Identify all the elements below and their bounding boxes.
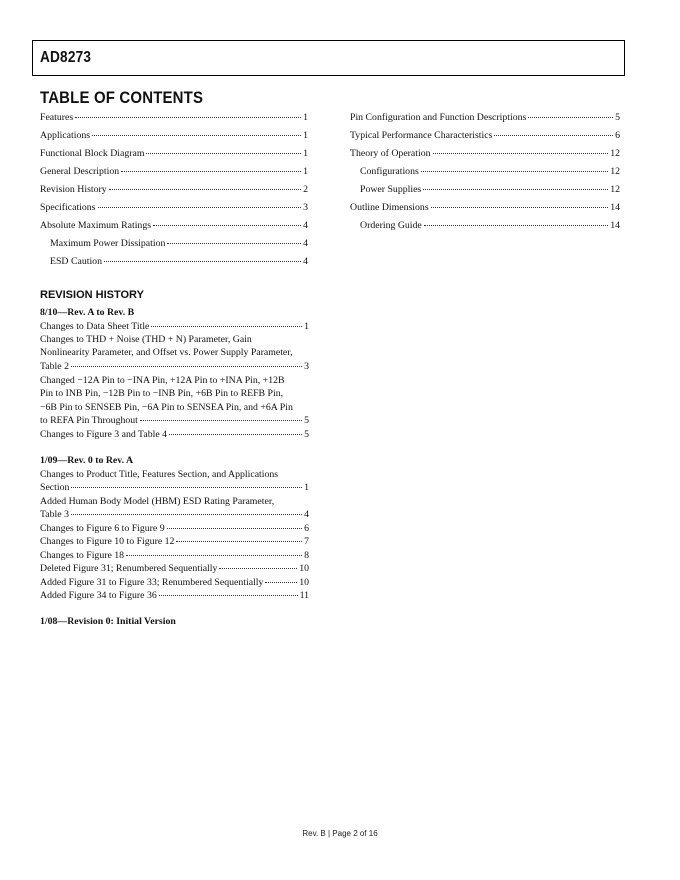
entry-page: 8 xyxy=(304,550,309,561)
rev-a-entry xyxy=(40,468,309,495)
toc-entry-page: 12 xyxy=(610,184,620,195)
toc-entry-theory-of-operation[interactable] xyxy=(350,147,620,160)
entry-page: 5 xyxy=(304,415,309,427)
toc-entry-page: 1 xyxy=(303,166,308,177)
toc-entry-label: Configurations xyxy=(360,166,419,177)
toc-entry-page: 12 xyxy=(610,166,620,177)
rev-a-entry xyxy=(40,589,309,602)
leader-dots xyxy=(98,207,302,208)
toc-entry-label: Maximum Power Dissipation xyxy=(50,238,166,249)
toc-entry-label: ESD Caution xyxy=(50,256,102,267)
entry-text-line: Pin to INB Pin, −12B Pin to −INB Pin, +6B Pin to REFB Pin, xyxy=(40,388,284,400)
toc-entry-ordering-guide[interactable] xyxy=(360,219,620,232)
leader-dots xyxy=(151,326,302,327)
leader-dots xyxy=(167,243,301,244)
rev-0-heading: 1/08—Revision 0: Initial Version xyxy=(40,616,176,627)
entry-text: Changes to Figure 3 and Table 4 xyxy=(40,429,168,440)
toc-entry-label: Functional Block Diagram xyxy=(40,148,145,159)
toc-entry-configurations[interactable] xyxy=(360,165,620,178)
toc-entry-esd-caution[interactable] xyxy=(50,255,308,268)
leader-dots xyxy=(169,434,302,435)
entry-text: Changes to Data Sheet Title xyxy=(40,321,150,332)
leader-dots xyxy=(153,225,301,226)
entry-text: Changes to Figure 10 to Figure 12 xyxy=(40,536,175,547)
header-box xyxy=(32,40,625,76)
revision-history-title: REVISION HISTORY xyxy=(40,289,144,301)
rev-b-entry xyxy=(40,333,309,373)
entry-text: Table 3 xyxy=(40,509,69,521)
toc-entry-label: Typical Performance Characteristics xyxy=(350,130,493,141)
toc-entry-page: 12 xyxy=(610,148,620,159)
toc-entry-page: 2 xyxy=(303,184,308,195)
entry-page: 11 xyxy=(299,590,309,601)
toc-entry-absolute-maximum-ratings[interactable] xyxy=(40,219,308,232)
leader-dots xyxy=(176,541,302,542)
entry-page: 5 xyxy=(304,429,309,440)
rev-b-heading: 8/10—Rev. A to Rev. B xyxy=(40,307,135,318)
page-footer: Rev. B | Page 2 of 16 xyxy=(302,829,378,838)
entry-text-line: Nonlinearity Parameter, and Offset vs. Power Supply Parameter, xyxy=(40,347,293,359)
entry-page: 1 xyxy=(304,482,309,494)
toc-title: TABLE OF CONTENTS xyxy=(40,88,204,107)
leader-dots xyxy=(494,135,613,136)
rev-b-entry xyxy=(40,320,309,333)
entry-text: Added Figure 31 to Figure 33; Renumbered Sequentially xyxy=(40,577,264,588)
rev-a-entry xyxy=(40,549,309,562)
entry-text-line: Changes to Product Title, Features Section, and Applications xyxy=(40,469,279,480)
toc-entry-page: 1 xyxy=(303,112,308,123)
leader-dots xyxy=(146,153,301,154)
leader-dots xyxy=(71,514,302,515)
entry-text-line: Added Human Body Model (HBM) ESD Rating Parameter, xyxy=(40,496,275,507)
rev-a-entry xyxy=(40,562,309,575)
entry-text: Changes to Figure 6 to Figure 9 xyxy=(40,523,165,534)
toc-entry-page: 1 xyxy=(303,148,308,159)
toc-entry-label: Pin Configuration and Function Descriptions xyxy=(350,112,527,123)
toc-entry-page: 3 xyxy=(303,202,308,213)
toc-entry-page: 6 xyxy=(615,130,620,141)
entry-text: Deleted Figure 31; Renumbered Sequentially xyxy=(40,563,218,574)
toc-entry-label: Features xyxy=(40,112,74,123)
toc-entry-page: 4 xyxy=(303,256,308,267)
leader-dots xyxy=(423,189,608,190)
entry-text-line: Changes to THD + Noise (THD + N) Parameter, Gain xyxy=(40,334,252,345)
toc-entry-page: 4 xyxy=(303,220,308,231)
toc-entry-label: Absolute Maximum Ratings xyxy=(40,220,152,231)
entry-page: 10 xyxy=(299,563,309,574)
rev-a-entry xyxy=(40,576,309,589)
leader-dots xyxy=(71,487,302,488)
rev-a-entry xyxy=(40,535,309,548)
entry-text: Section xyxy=(40,482,70,494)
toc-entry-maximum-power-dissipation[interactable] xyxy=(50,237,308,250)
toc-entry-label: General Description xyxy=(40,166,120,177)
rev-a-entry xyxy=(40,495,309,522)
toc-entry-label: Theory of Operation xyxy=(350,148,431,159)
toc-entry-features[interactable] xyxy=(40,111,308,124)
entry-page: 4 xyxy=(304,509,309,521)
leader-dots xyxy=(421,171,608,172)
toc-entry-page: 4 xyxy=(303,238,308,249)
leader-dots xyxy=(528,117,613,118)
entry-page: 10 xyxy=(299,577,309,588)
toc-entry-label: Ordering Guide xyxy=(360,220,422,231)
leader-dots xyxy=(126,555,302,556)
leader-dots xyxy=(167,528,302,529)
toc-entry-label: Applications xyxy=(40,130,91,141)
entry-page: 6 xyxy=(304,523,309,534)
toc-entry-label: Specifications xyxy=(40,202,96,213)
leader-dots xyxy=(121,171,301,172)
entry-text-line: −6B Pin to SENSEB Pin, −6A Pin to SENSEA Pin, and +6A Pin xyxy=(40,401,293,413)
toc-entry-outline-dimensions[interactable] xyxy=(350,201,620,214)
toc-entry-page: 5 xyxy=(615,112,620,123)
rev-a-entry xyxy=(40,522,309,535)
toc-entry-general-description[interactable] xyxy=(40,165,308,178)
entry-page: 7 xyxy=(304,536,309,547)
entry-text: Added Figure 34 to Figure 36 xyxy=(40,590,157,601)
entry-text: Changes to Figure 18 xyxy=(40,550,125,561)
leader-dots xyxy=(92,135,301,136)
leader-dots xyxy=(140,420,302,421)
toc-entry-specifications[interactable] xyxy=(40,201,308,214)
toc-entry-page: 14 xyxy=(610,202,620,213)
toc-entry-page: 1 xyxy=(303,130,308,141)
toc-entry-label: Power Supplies xyxy=(360,184,422,195)
leader-dots xyxy=(431,207,609,208)
rev-b-entry xyxy=(40,374,309,428)
leader-dots xyxy=(219,568,297,569)
toc-entry-revision-history[interactable] xyxy=(40,183,308,196)
entry-page: 1 xyxy=(304,321,309,332)
entry-text-line: Changed −12A Pin to −INA Pin, +12A Pin to +INA Pin, +12B xyxy=(40,375,285,386)
toc-entry-functional-block-diagram[interactable] xyxy=(40,147,308,160)
toc-entry-power-supplies[interactable] xyxy=(360,183,620,196)
toc-entry-pin-configuration[interactable] xyxy=(350,111,620,124)
entry-page: 3 xyxy=(304,360,309,372)
leader-dots xyxy=(109,189,301,190)
part-number: AD8273 xyxy=(40,49,92,66)
toc-entry-label: Revision History xyxy=(40,184,107,195)
toc-entry-label: Outline Dimensions xyxy=(350,202,429,213)
leader-dots xyxy=(71,366,302,367)
leader-dots xyxy=(424,225,608,226)
entry-text: Table 2 xyxy=(40,360,69,372)
rev-a-heading: 1/09—Rev. 0 to Rev. A xyxy=(40,455,134,466)
leader-dots xyxy=(159,595,298,596)
toc-entry-applications[interactable] xyxy=(40,129,308,142)
leader-dots xyxy=(265,582,297,583)
toc-entry-typical-performance[interactable] xyxy=(350,129,620,142)
toc-entry-page: 14 xyxy=(610,220,620,231)
entry-text: to REFA Pin Throughout xyxy=(40,415,138,427)
rev-b-entry xyxy=(40,428,309,441)
leader-dots xyxy=(75,117,301,118)
leader-dots xyxy=(433,153,609,154)
leader-dots xyxy=(104,261,301,262)
